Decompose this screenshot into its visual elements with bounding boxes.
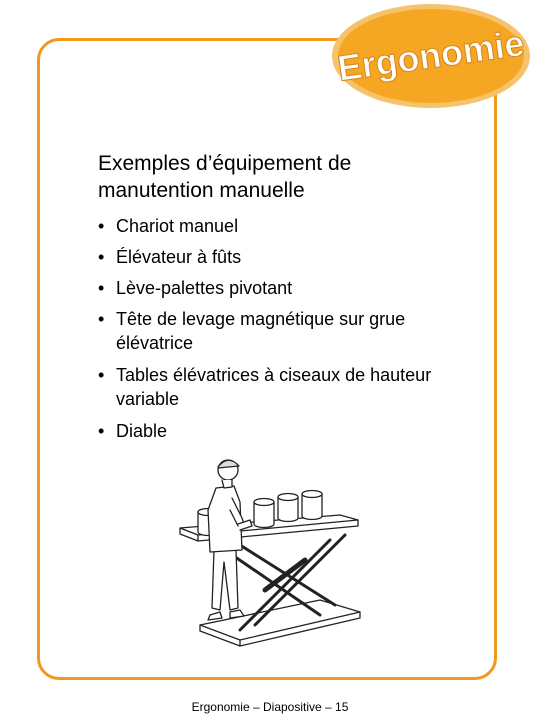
list-item: • Chariot manuel	[98, 216, 239, 236]
list-item: • Lève-palettes pivotant	[98, 278, 293, 298]
slide-title: Exemples d’équipement de manutention manuelle	[98, 152, 352, 202]
bullet-list-1	[98, 214, 458, 362]
list-item: • Élévateur à fûts	[98, 247, 242, 267]
svg-text:Ergonomie: Ergonomie	[334, 22, 527, 89]
ergonomie-logo	[330, 2, 532, 110]
list-item: • Tables élévatrices à ciseaux de hauteur variable	[98, 365, 432, 409]
slide-footer: Ergonomie – Diapositive – 15	[191, 700, 349, 714]
list-item: • Diable	[98, 421, 168, 441]
list-item: • Tête de levage magnétique sur grue élévatrice	[98, 309, 406, 353]
bullet-list-2	[98, 363, 458, 451]
scissor-lift-table-worker-icon	[170, 440, 370, 655]
